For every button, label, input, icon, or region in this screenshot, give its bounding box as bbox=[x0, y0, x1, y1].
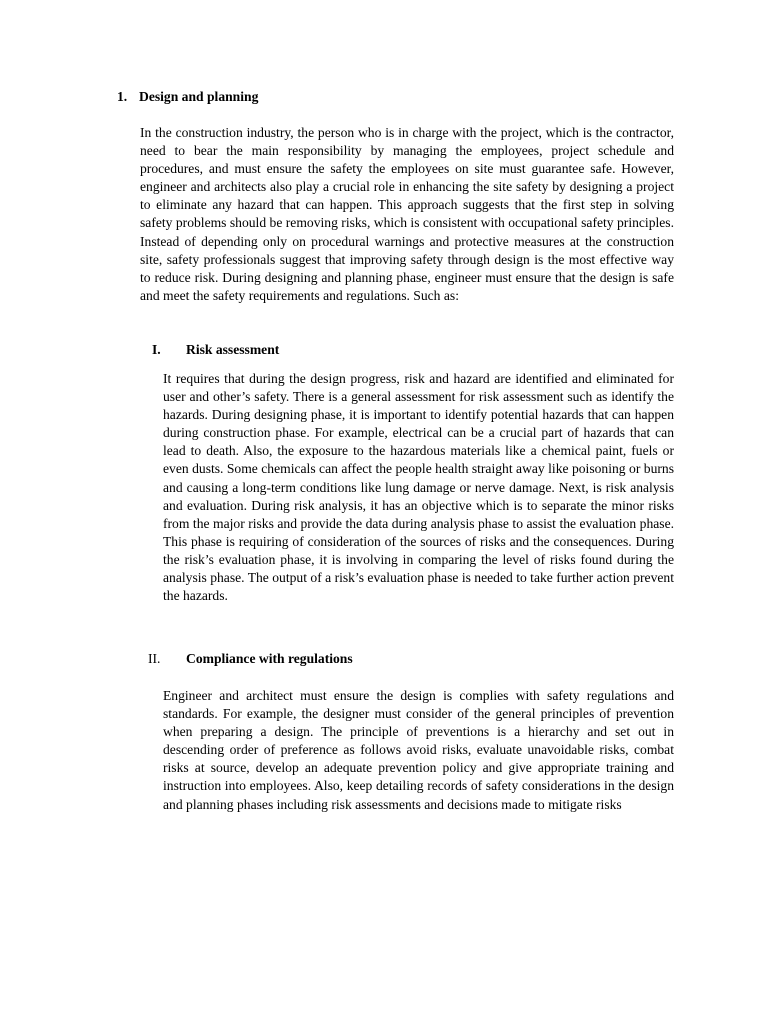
subsection-heading-compliance bbox=[148, 650, 353, 668]
section-title: Design and planning bbox=[139, 89, 259, 104]
risk-assessment-paragraph: It requires that during the design progress, risk and hazard are identified and eliminated for user and other’s safety. There is a general assessment for risk assessment such as identify the hazards. During designing phase, it is important to identify potential hazards that can happen during construction phase. For example, electrical can be a crucial part of hazards that can lead to death. Also, the exposure to the hazardous materials like a chemical paint, fuels or even dusts. Some chemicals can affect the people health straight away like poisoning or burns and causing a long-term conditions like lung damage or nerve damage. Next, is risk analysis and evaluation. During risk analysis, it has an objective which is to separate the minor risks from the major risks and provide the data during analysis phase to assist the evaluation phase. This phase is requiring of consideration of the sources of risks and the consequences. During the risk’s evaluation phase, it is involving in comparing the level of risks found during the analysis phase. The output of a risk’s evaluation phase is needed to take further action prevent the hazards. bbox=[163, 371, 674, 604]
intro-paragraph: In the construction industry, the person who is in charge with the project, which is the contractor, need to bear the main responsibility by managing the employees, project schedule and procedures, and must ensure the safety the employees on site must guarantee safe. However, engineer and architects also play a crucial role in enhancing the site safety by designing a project to eliminate any hazard that can happen. This approach suggests that the first step in solving safety problems should be removing risks, which is consistent with occupational safety principles. Instead of depending only on procedural warnings and protective measures at the construction site, safety professionals suggest that improving safety through design is the most effective way to reduce risk. During designing and planning phase, engineer must ensure that the design is safe and meet the safety requirements and regulations. Such as: bbox=[140, 125, 674, 303]
section-number: 1. bbox=[117, 89, 128, 104]
section-heading bbox=[117, 88, 258, 106]
subsection-number: I. bbox=[152, 342, 161, 357]
subsection-number: II. bbox=[148, 651, 161, 666]
subsection-heading-risk-assessment bbox=[152, 341, 279, 359]
subsection-title: Risk assessment bbox=[186, 342, 280, 357]
subsection-title: Compliance with regulations bbox=[186, 651, 353, 666]
compliance-paragraph: Engineer and architect must ensure the design is complies with safety regulations and standards. For example, the designer must consider of the general principles of prevention when preparing a design. The principle of preventions is a hierarchy and set out in descending order of preference as follows avoid risks, evaluate unavoidable risks, combat risks at source, develop an adequate prevention policy and give appropriate training and instruction into employees. Also, keep detailing records of safety considerations in the design and planning phases including risk assessments and decisions made to mitigate risks bbox=[163, 688, 674, 812]
